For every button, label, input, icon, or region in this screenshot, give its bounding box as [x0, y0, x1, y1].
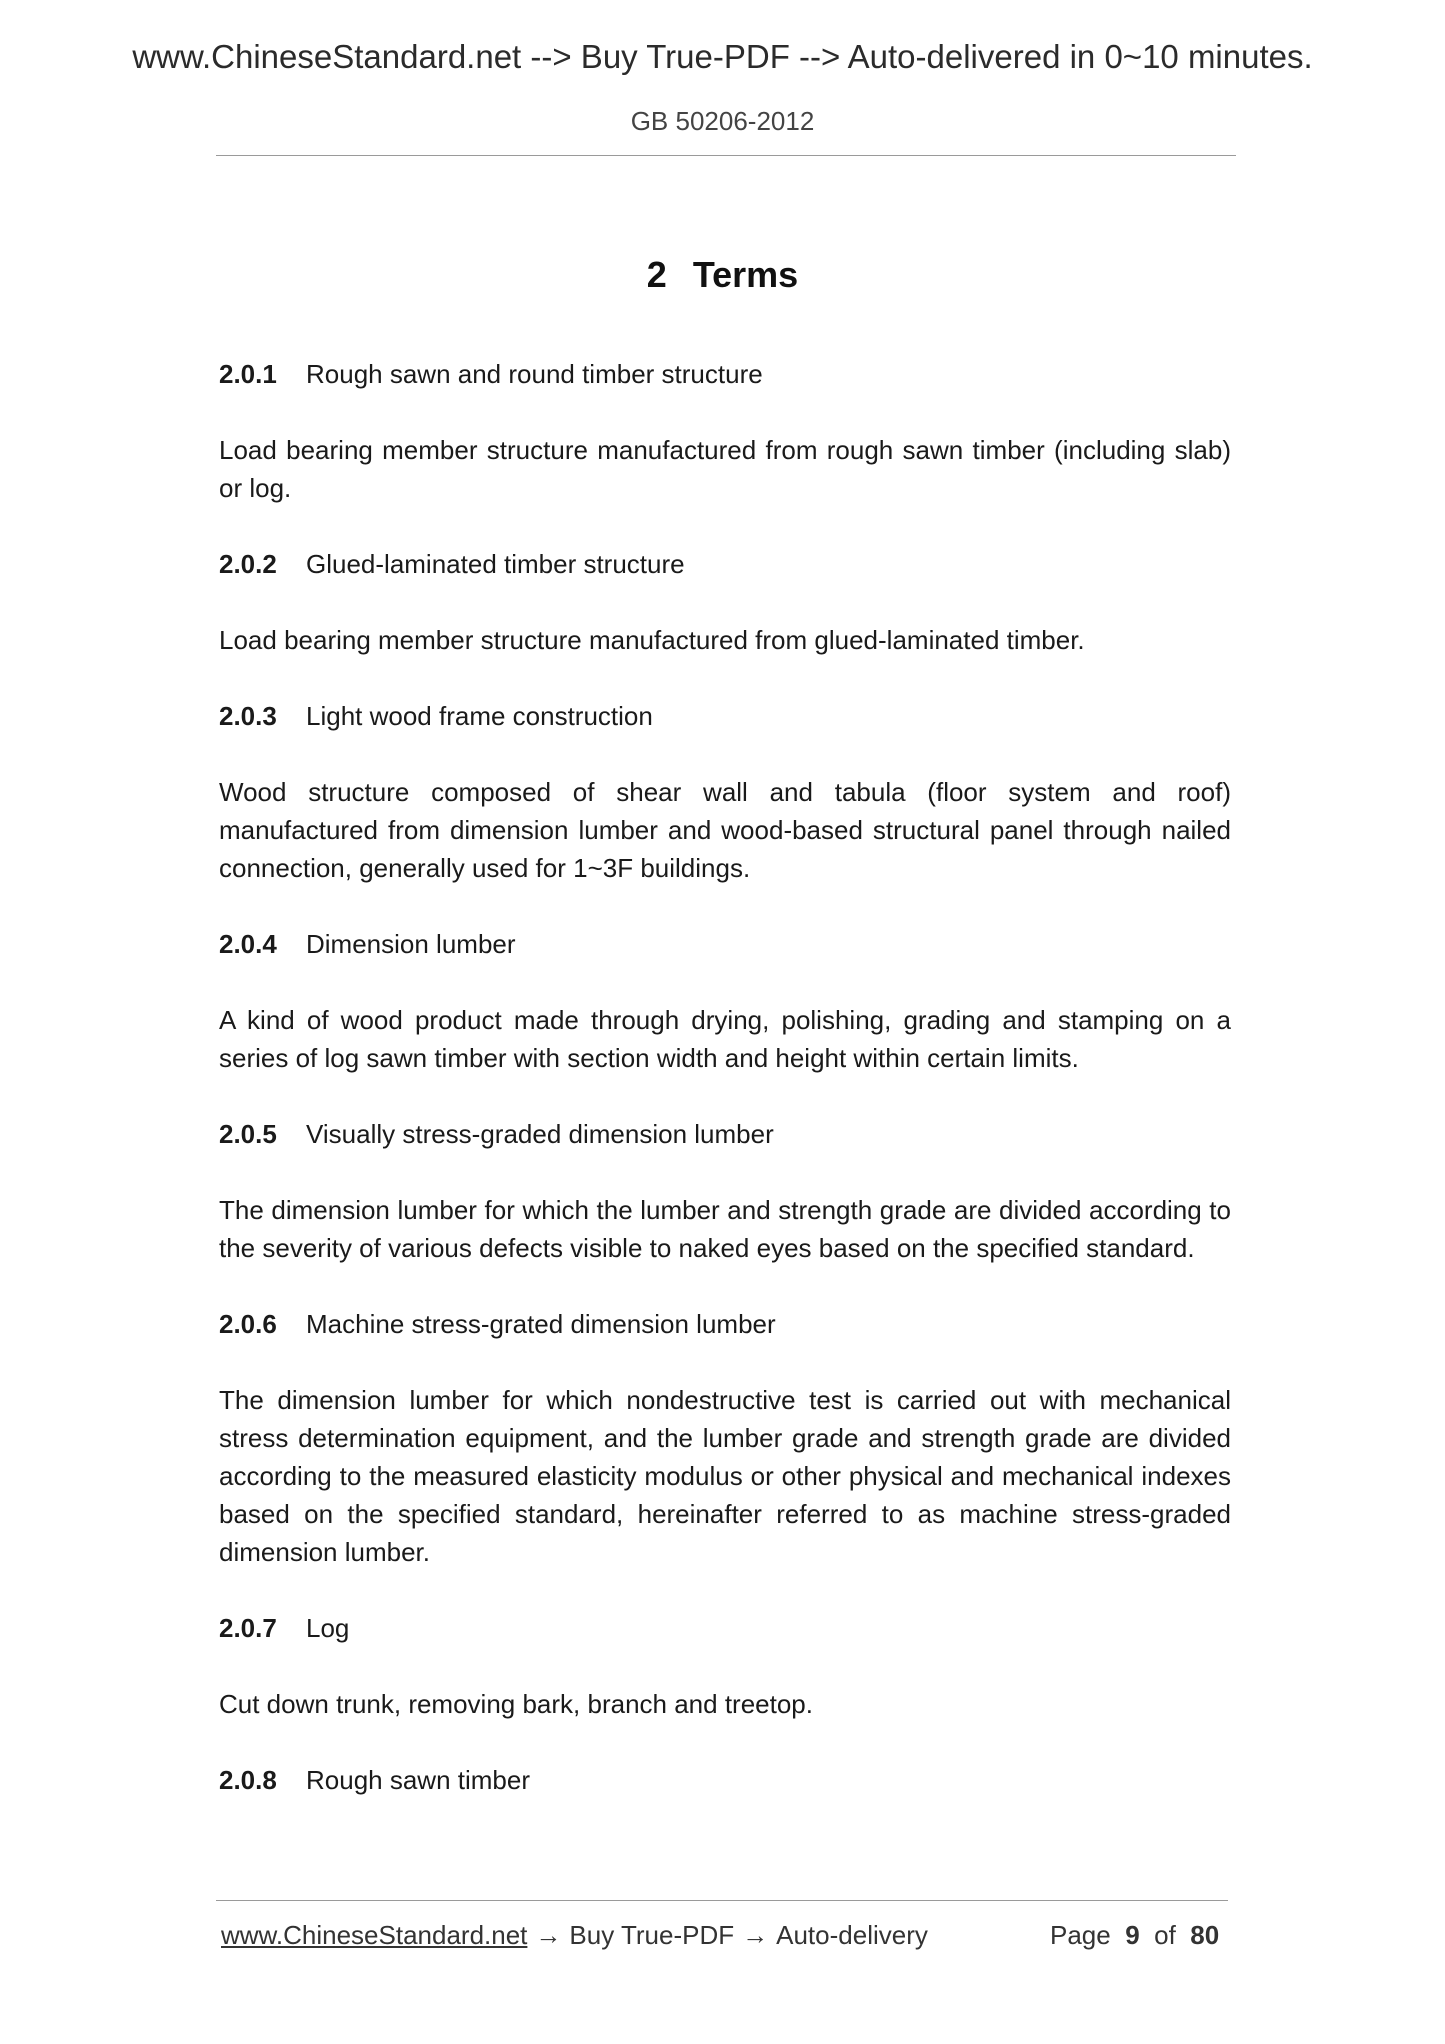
page-label: Page: [1050, 1920, 1111, 1950]
term-definition: A kind of wood product made through drying, polishing, grading and stamping on a series of log sawn timber with section width and height within certain limits.: [219, 1005, 1231, 1073]
buy-text: Buy True-PDF: [569, 1920, 735, 1950]
clause-number: 2.0.7: [219, 1613, 277, 1643]
term-name: Visually stress-graded dimension lumber: [306, 1119, 774, 1149]
term-name: Rough sawn timber: [306, 1765, 530, 1795]
term-definition: The dimension lumber for which the lumber and strength grade are divided according to the severity of various defects visible to naked eyes based on the specified standard.: [219, 1195, 1231, 1263]
term-name: Dimension lumber: [306, 929, 516, 959]
arrow-right-icon: →: [742, 1920, 769, 1950]
clause-number: 2.0.2: [219, 549, 277, 579]
terms-content: [219, 355, 1231, 1837]
of-label: of: [1154, 1920, 1176, 1950]
delivery-text: Auto-delivery: [776, 1920, 928, 1950]
clause-number: 2.0.5: [219, 1119, 277, 1149]
term-heading: [219, 1115, 1231, 1153]
term-heading: [219, 355, 1231, 393]
term-heading: [219, 697, 1231, 735]
arrow-right-icon: →: [535, 1920, 562, 1950]
page-number: 9: [1125, 1920, 1140, 1950]
term-definition: Wood structure composed of shear wall and tabula (floor system and roof) manufactured from dimension lumber and wood-based structural panel through nailed connection, generally used for 1~3F buildings.: [219, 777, 1231, 883]
term-name: Light wood frame construction: [306, 701, 653, 731]
term-heading: [219, 545, 1231, 583]
term-heading: [219, 1609, 1231, 1647]
term-heading: [219, 1305, 1231, 1343]
footer-divider: [216, 1900, 1228, 1901]
page-footer: [221, 1920, 1221, 1951]
term-definition: Load bearing member structure manufactured from glued-laminated timber.: [219, 625, 1085, 655]
term-heading: [219, 925, 1231, 963]
chapter-number: 2: [646, 254, 667, 295]
term-definition: Load bearing member structure manufactured from rough sawn timber (including slab) or log.: [219, 435, 1231, 503]
term-definition: The dimension lumber for which nondestructive test is carried out with mechanical stress determination equipment, and the lumber grade and strength grade are divided according to the measured elasticity modulus or other physical and mechanical indexes based on the specified standard, hereinafter referred to as machine stress-graded dimension lumber.: [219, 1385, 1231, 1567]
clause-number: 2.0.4: [219, 929, 277, 959]
term-name: Glued-laminated timber structure: [306, 549, 685, 579]
term-definition: Cut down trunk, removing bark, branch and treetop.: [219, 1689, 813, 1719]
term-heading: [219, 1761, 1231, 1799]
header-divider: [216, 155, 1236, 156]
top-banner: www.ChineseStandard.net --> Buy True-PDF --> Auto-delivered in 0~10 minutes.: [132, 38, 1313, 75]
total-pages: 80: [1190, 1920, 1220, 1950]
clause-number: 2.0.3: [219, 701, 277, 731]
clause-number: 2.0.1: [219, 359, 277, 389]
chapter-name: Terms: [692, 254, 799, 295]
term-name: Machine stress-grated dimension lumber: [306, 1309, 776, 1339]
site-link[interactable]: www.ChineseStandard.net: [221, 1920, 528, 1950]
page-indicator: [1050, 1920, 1219, 1951]
clause-number: 2.0.8: [219, 1765, 277, 1795]
standard-code: GB 50206-2012: [630, 106, 815, 136]
term-name: Rough sawn and round timber structure: [306, 359, 763, 389]
term-name: Log: [306, 1613, 350, 1643]
clause-number: 2.0.6: [219, 1309, 277, 1339]
chapter-title: [0, 254, 1445, 296]
